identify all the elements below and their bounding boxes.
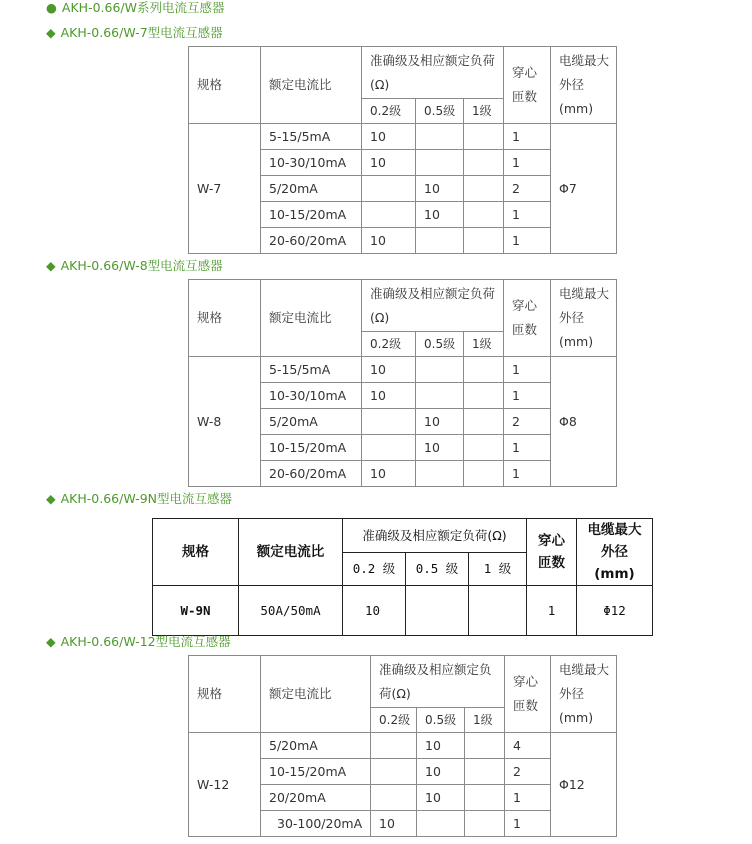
header-accuracy: 准确级及相应额定负荷(Ω) — [371, 656, 505, 708]
load-1-cell — [464, 176, 504, 202]
load-05-cell — [416, 383, 464, 409]
heading-text: AKH-0.66/W-8型电流互感器 — [60, 258, 223, 273]
diameter-cell: Φ12 — [577, 586, 653, 636]
header-ratio: 额定电流比 — [261, 280, 362, 357]
load-1-cell — [464, 357, 504, 383]
header-diameter: 电缆最大外径(mm) — [551, 280, 617, 357]
load-02-cell — [362, 435, 416, 461]
table-row — [189, 357, 617, 383]
turns-cell: 2 — [504, 409, 551, 435]
load-05-cell: 10 — [416, 176, 464, 202]
table-row — [189, 733, 617, 759]
ratio-cell: 20-60/20mA — [261, 228, 362, 254]
turns-cell: 2 — [504, 176, 551, 202]
ratio-cell: 10-30/10mA — [261, 383, 362, 409]
ratio-cell: 20/20mA — [261, 785, 371, 811]
load-02-cell: 10 — [362, 228, 416, 254]
header-ratio: 额定电流比 — [261, 656, 371, 733]
header-turns: 穿心匝数 — [505, 656, 551, 733]
diameter-cell: Φ8 — [551, 357, 617, 487]
load-02-cell: 10 — [343, 586, 406, 636]
load-02-cell: 10 — [362, 383, 416, 409]
turns-cell: 2 — [505, 759, 551, 785]
header-grade-1: 1级 — [464, 99, 504, 124]
load-1-cell — [465, 733, 505, 759]
turns-cell: 1 — [505, 811, 551, 837]
bullet-icon: ● — [46, 0, 57, 15]
load-02-cell: 10 — [371, 811, 417, 837]
model-cell: W-9N — [153, 586, 239, 636]
header-accuracy: 准确级及相应额定负荷(Ω) — [343, 519, 527, 553]
turns-cell: 1 — [527, 586, 577, 636]
header-spec: 规格 — [153, 519, 239, 586]
load-02-cell: 10 — [362, 461, 416, 487]
turns-cell: 1 — [504, 435, 551, 461]
header-grade-1: 1级 — [464, 332, 504, 357]
header-turns: 穿心匝数 — [504, 47, 551, 124]
w9n-heading — [46, 491, 232, 507]
w8-table — [188, 279, 617, 487]
turns-cell: 1 — [504, 124, 551, 150]
diamond-icon: ◆ — [46, 634, 56, 649]
load-02-cell: 10 — [362, 357, 416, 383]
load-1-cell — [465, 785, 505, 811]
header-diameter: 电缆最大外径(mm) — [577, 519, 653, 586]
load-02-cell — [371, 733, 417, 759]
header-grade-02: 0.2 级 — [343, 553, 406, 586]
load-05-cell — [416, 357, 464, 383]
ratio-cell: 10-15/20mA — [261, 759, 371, 785]
turns-cell: 1 — [504, 383, 551, 409]
load-02-cell — [371, 759, 417, 785]
header-ratio: 额定电流比 — [261, 47, 362, 124]
load-1-cell — [464, 150, 504, 176]
ratio-cell: 5-15/5mA — [261, 124, 362, 150]
w12-heading — [46, 634, 231, 650]
header-grade-05: 0.5级 — [416, 99, 464, 124]
load-05-cell: 10 — [416, 409, 464, 435]
ratio-cell: 10-15/20mA — [261, 435, 362, 461]
series-heading — [46, 0, 224, 16]
heading-text: AKH-0.66/W-12型电流互感器 — [60, 634, 231, 649]
header-grade-05: 0.5 级 — [406, 553, 469, 586]
model-cell: W-7 — [189, 124, 261, 254]
load-1-cell — [464, 409, 504, 435]
ratio-cell: 10-15/20mA — [261, 202, 362, 228]
turns-cell: 4 — [505, 733, 551, 759]
header-turns: 穿心匝数 — [527, 519, 577, 586]
w12-table — [188, 655, 617, 837]
turns-cell: 1 — [504, 150, 551, 176]
header-diameter: 电缆最大外径(mm) — [551, 47, 617, 124]
header-grade-02: 0.2级 — [362, 332, 416, 357]
diamond-icon: ◆ — [46, 25, 56, 40]
diamond-icon: ◆ — [46, 491, 56, 506]
model-cell: W-12 — [189, 733, 261, 837]
load-05-cell — [417, 811, 465, 837]
load-02-cell — [362, 202, 416, 228]
ratio-cell: 5/20mA — [261, 176, 362, 202]
load-02-cell — [371, 785, 417, 811]
load-02-cell — [362, 409, 416, 435]
ratio-cell: 30-100/20mA — [261, 811, 371, 837]
ratio-cell: 5/20mA — [261, 733, 371, 759]
turns-cell: 1 — [504, 461, 551, 487]
ratio-cell: 5/20mA — [261, 409, 362, 435]
load-1-cell — [464, 202, 504, 228]
header-grade-05: 0.5级 — [417, 708, 465, 733]
load-1-cell — [465, 811, 505, 837]
w8-heading — [46, 258, 223, 274]
header-diameter: 电缆最大外径(mm) — [551, 656, 617, 733]
load-05-cell — [416, 124, 464, 150]
ratio-cell: 20-60/20mA — [261, 461, 362, 487]
turns-cell: 1 — [504, 228, 551, 254]
load-05-cell: 10 — [416, 435, 464, 461]
header-turns: 穿心匝数 — [504, 280, 551, 357]
heading-text: AKH-0.66/W系列电流互感器 — [61, 0, 225, 15]
header-ratio: 额定电流比 — [239, 519, 343, 586]
ratio-cell: 10-30/10mA — [261, 150, 362, 176]
w7-heading — [46, 25, 223, 41]
load-05-cell — [406, 586, 469, 636]
table-row — [153, 586, 653, 636]
load-1-cell — [464, 461, 504, 487]
header-accuracy: 准确级及相应额定负荷(Ω) — [362, 47, 504, 99]
turns-cell: 1 — [505, 785, 551, 811]
header-grade-1: 1 级 — [469, 553, 527, 586]
load-1-cell — [464, 228, 504, 254]
load-05-cell: 10 — [417, 759, 465, 785]
header-grade-02: 0.2级 — [362, 99, 416, 124]
w7-table — [188, 46, 617, 254]
load-1-cell — [464, 435, 504, 461]
load-05-cell: 10 — [416, 202, 464, 228]
load-1-cell — [465, 759, 505, 785]
heading-text: AKH-0.66/W-7型电流互感器 — [60, 25, 223, 40]
header-grade-02: 0.2级 — [371, 708, 417, 733]
header-accuracy: 准确级及相应额定负荷(Ω) — [362, 280, 504, 332]
heading-text: AKH-0.66/W-9N型电流互感器 — [60, 491, 232, 506]
load-1-cell — [464, 383, 504, 409]
header-grade-05: 0.5级 — [416, 332, 464, 357]
load-05-cell — [416, 461, 464, 487]
load-02-cell: 10 — [362, 124, 416, 150]
load-05-cell: 10 — [417, 733, 465, 759]
header-spec: 规格 — [189, 47, 261, 124]
diameter-cell: Φ12 — [551, 733, 617, 837]
header-spec: 规格 — [189, 280, 261, 357]
load-02-cell: 10 — [362, 150, 416, 176]
load-05-cell — [416, 150, 464, 176]
load-05-cell — [416, 228, 464, 254]
diamond-icon: ◆ — [46, 258, 56, 273]
turns-cell: 1 — [504, 202, 551, 228]
load-1-cell — [469, 586, 527, 636]
load-05-cell: 10 — [417, 785, 465, 811]
ratio-cell: 50A/50mA — [239, 586, 343, 636]
diameter-cell: Φ7 — [551, 124, 617, 254]
table-row — [189, 124, 617, 150]
load-02-cell — [362, 176, 416, 202]
turns-cell: 1 — [504, 357, 551, 383]
w9n-table — [152, 518, 653, 636]
ratio-cell: 5-15/5mA — [261, 357, 362, 383]
header-grade-1: 1级 — [465, 708, 505, 733]
model-cell: W-8 — [189, 357, 261, 487]
load-1-cell — [464, 124, 504, 150]
header-spec: 规格 — [189, 656, 261, 733]
